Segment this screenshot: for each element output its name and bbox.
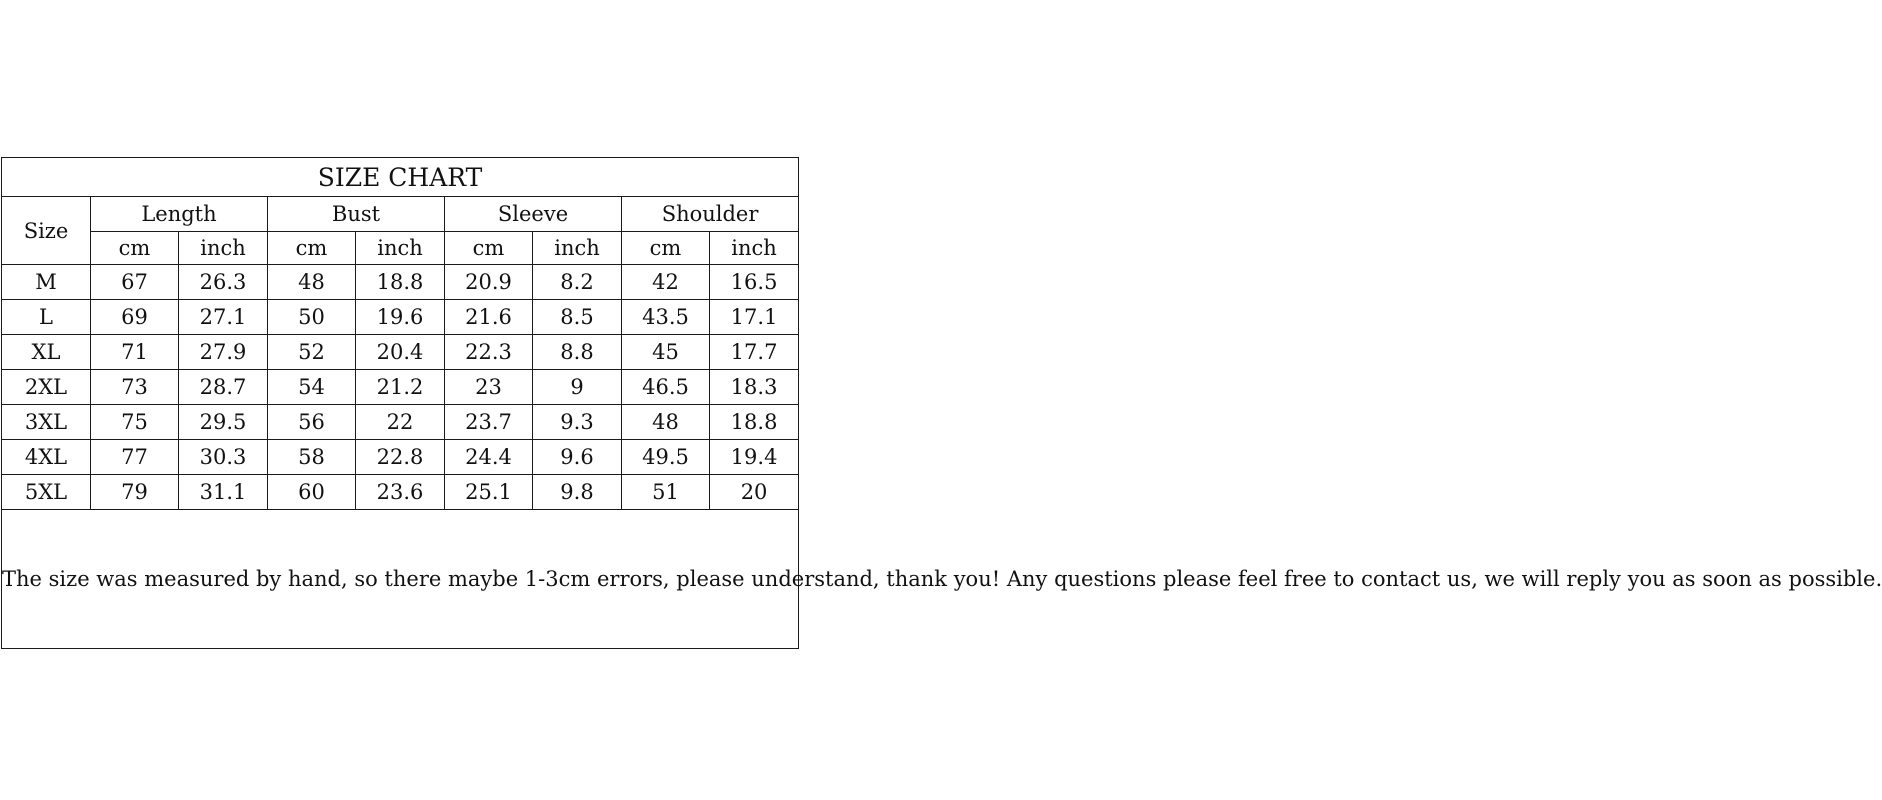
- size-label: XL: [2, 335, 91, 370]
- unit-header: cm: [445, 232, 533, 265]
- measurement-cell: 48: [268, 265, 356, 300]
- size-label: M: [2, 265, 91, 300]
- group-header-row: [2, 197, 799, 232]
- measurement-cell: 24.4: [445, 440, 533, 475]
- measurement-cell: 8.8: [533, 335, 622, 370]
- measurement-cell: 21.6: [445, 300, 533, 335]
- group-header-sleeve: Sleeve: [445, 197, 622, 232]
- measurement-cell: 23: [445, 370, 533, 405]
- measurement-cell: 50: [268, 300, 356, 335]
- unit-header: inch: [356, 232, 445, 265]
- measurement-cell: 52: [268, 335, 356, 370]
- measurement-cell: 77: [91, 440, 179, 475]
- measurement-cell: 22: [356, 405, 445, 440]
- measurement-cell: 20.9: [445, 265, 533, 300]
- measurement-cell: 23.6: [356, 475, 445, 510]
- unit-header: cm: [268, 232, 356, 265]
- measurement-cell: 9.3: [533, 405, 622, 440]
- size-label: 5XL: [2, 475, 91, 510]
- table-row: [2, 370, 799, 405]
- table-row: [2, 300, 799, 335]
- measurement-cell: 23.7: [445, 405, 533, 440]
- measurement-cell: 18.8: [710, 405, 799, 440]
- measurement-cell: 45: [622, 335, 710, 370]
- measurement-cell: 60: [268, 475, 356, 510]
- table-row: [2, 405, 799, 440]
- measurement-cell: 67: [91, 265, 179, 300]
- chart-title: SIZE CHART: [2, 158, 799, 197]
- measurement-cell: 43.5: [622, 300, 710, 335]
- note-row: [2, 510, 799, 649]
- measurement-cell: 17.1: [710, 300, 799, 335]
- measurement-cell: 49.5: [622, 440, 710, 475]
- measurement-cell: 20.4: [356, 335, 445, 370]
- measurement-cell: 51: [622, 475, 710, 510]
- measurement-cell: 26.3: [179, 265, 268, 300]
- measurement-cell: 9.8: [533, 475, 622, 510]
- measurement-cell: 20: [710, 475, 799, 510]
- unit-header: inch: [533, 232, 622, 265]
- measurement-cell: 18.8: [356, 265, 445, 300]
- measurement-cell: 46.5: [622, 370, 710, 405]
- group-header-length: Length: [91, 197, 268, 232]
- measurement-cell: 8.5: [533, 300, 622, 335]
- size-label: 2XL: [2, 370, 91, 405]
- measurement-cell: 25.1: [445, 475, 533, 510]
- measurement-cell: 71: [91, 335, 179, 370]
- table-row: [2, 335, 799, 370]
- group-header-shoulder: Shoulder: [622, 197, 799, 232]
- size-rows: [2, 265, 799, 510]
- measurement-note: The size was measured by hand, so there maybe 1-3cm errors, please understand, thank you! Any questions please feel free to contact us, we will reply you as soon as possible.: [2, 510, 799, 649]
- table-row: [2, 475, 799, 510]
- unit-header: cm: [622, 232, 710, 265]
- unit-header: cm: [91, 232, 179, 265]
- unit-header: inch: [179, 232, 268, 265]
- title-row: [2, 158, 799, 197]
- size-label: 4XL: [2, 440, 91, 475]
- measurement-cell: 28.7: [179, 370, 268, 405]
- measurement-cell: 54: [268, 370, 356, 405]
- measurement-cell: 27.1: [179, 300, 268, 335]
- measurement-cell: 69: [91, 300, 179, 335]
- measurement-cell: 18.3: [710, 370, 799, 405]
- table-row: [2, 440, 799, 475]
- measurement-cell: 9: [533, 370, 622, 405]
- measurement-cell: 31.1: [179, 475, 268, 510]
- measurement-cell: 22.3: [445, 335, 533, 370]
- unit-header: inch: [710, 232, 799, 265]
- group-header-bust: Bust: [268, 197, 445, 232]
- measurement-cell: 48: [622, 405, 710, 440]
- measurement-cell: 56: [268, 405, 356, 440]
- measurement-cell: 16.5: [710, 265, 799, 300]
- measurement-cell: 73: [91, 370, 179, 405]
- measurement-cell: 79: [91, 475, 179, 510]
- measurement-cell: 19.4: [710, 440, 799, 475]
- measurement-cell: 29.5: [179, 405, 268, 440]
- size-column-header: Size: [2, 197, 91, 265]
- measurement-cell: 22.8: [356, 440, 445, 475]
- table-row: [2, 265, 799, 300]
- measurement-cell: 75: [91, 405, 179, 440]
- measurement-cell: 17.7: [710, 335, 799, 370]
- measurement-cell: 9.6: [533, 440, 622, 475]
- measurement-cell: 42: [622, 265, 710, 300]
- size-label: L: [2, 300, 91, 335]
- measurement-cell: 8.2: [533, 265, 622, 300]
- unit-header-row: [2, 232, 799, 265]
- measurement-cell: 19.6: [356, 300, 445, 335]
- size-chart-table: [1, 157, 1882, 649]
- measurement-cell: 27.9: [179, 335, 268, 370]
- size-label: 3XL: [2, 405, 91, 440]
- measurement-cell: 21.2: [356, 370, 445, 405]
- measurement-cell: 30.3: [179, 440, 268, 475]
- measurement-cell: 58: [268, 440, 356, 475]
